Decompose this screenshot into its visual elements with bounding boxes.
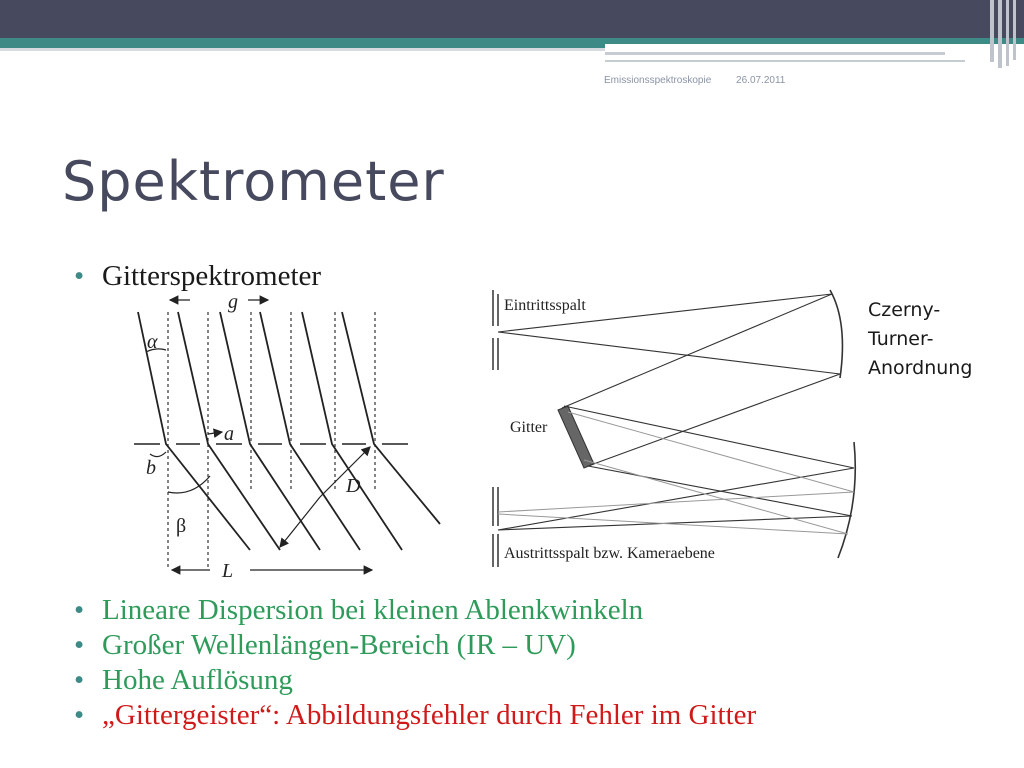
caption-line-3: Anordnung <box>868 357 973 379</box>
label-D: D <box>346 475 361 497</box>
label-entrance-slit: Eintrittsspalt <box>504 297 586 314</box>
bullet-text: Lineare Dispersion bei kleinen Ablenkwinkeln <box>102 594 644 626</box>
bullet-dot: • <box>74 699 85 731</box>
slide-header-meta <box>604 75 807 86</box>
bullet-dot: • <box>74 664 85 696</box>
label-exit-slit: Austrittsspalt bzw. Kameraebene <box>504 545 715 562</box>
bullet-text: Hohe Auflösung <box>102 664 293 696</box>
slide-title: Spektrometer <box>62 150 445 213</box>
label-beta: β <box>176 515 187 537</box>
bullet-dot: • <box>74 594 85 626</box>
bullet-dot: • <box>74 629 85 661</box>
bullet-text: „Gittergeister“: Abbildungsfehler durch Fehler im Gitter <box>102 699 757 731</box>
label-a: a <box>224 423 234 445</box>
label-grating: Gitter <box>510 419 548 436</box>
top-decor-bar <box>0 0 1024 70</box>
grating-diagram <box>120 292 455 582</box>
label-L: L <box>222 560 234 582</box>
header-topic: Emissionsspektroskopie <box>604 75 712 86</box>
caption-line-1: Czerny- <box>868 299 941 321</box>
main-bullet <box>74 258 322 294</box>
main-bullet-text: Gitterspektrometer <box>102 260 322 292</box>
bullet-item <box>74 697 757 733</box>
label-alpha: α <box>147 331 158 353</box>
czerny-turner-diagram <box>488 282 863 572</box>
header-date: 26.07.2011 <box>736 75 786 86</box>
label-g: g <box>228 292 238 313</box>
bullet-item <box>74 592 644 628</box>
caption-line-2: Turner- <box>868 328 934 350</box>
bullet-item <box>74 662 293 698</box>
czerny-turner-caption <box>868 296 972 383</box>
label-b: b <box>146 457 156 479</box>
bullet-item <box>74 627 576 663</box>
bullet-dot: • <box>74 260 85 292</box>
bullet-text: Großer Wellenlängen-Bereich (IR – UV) <box>102 629 576 661</box>
